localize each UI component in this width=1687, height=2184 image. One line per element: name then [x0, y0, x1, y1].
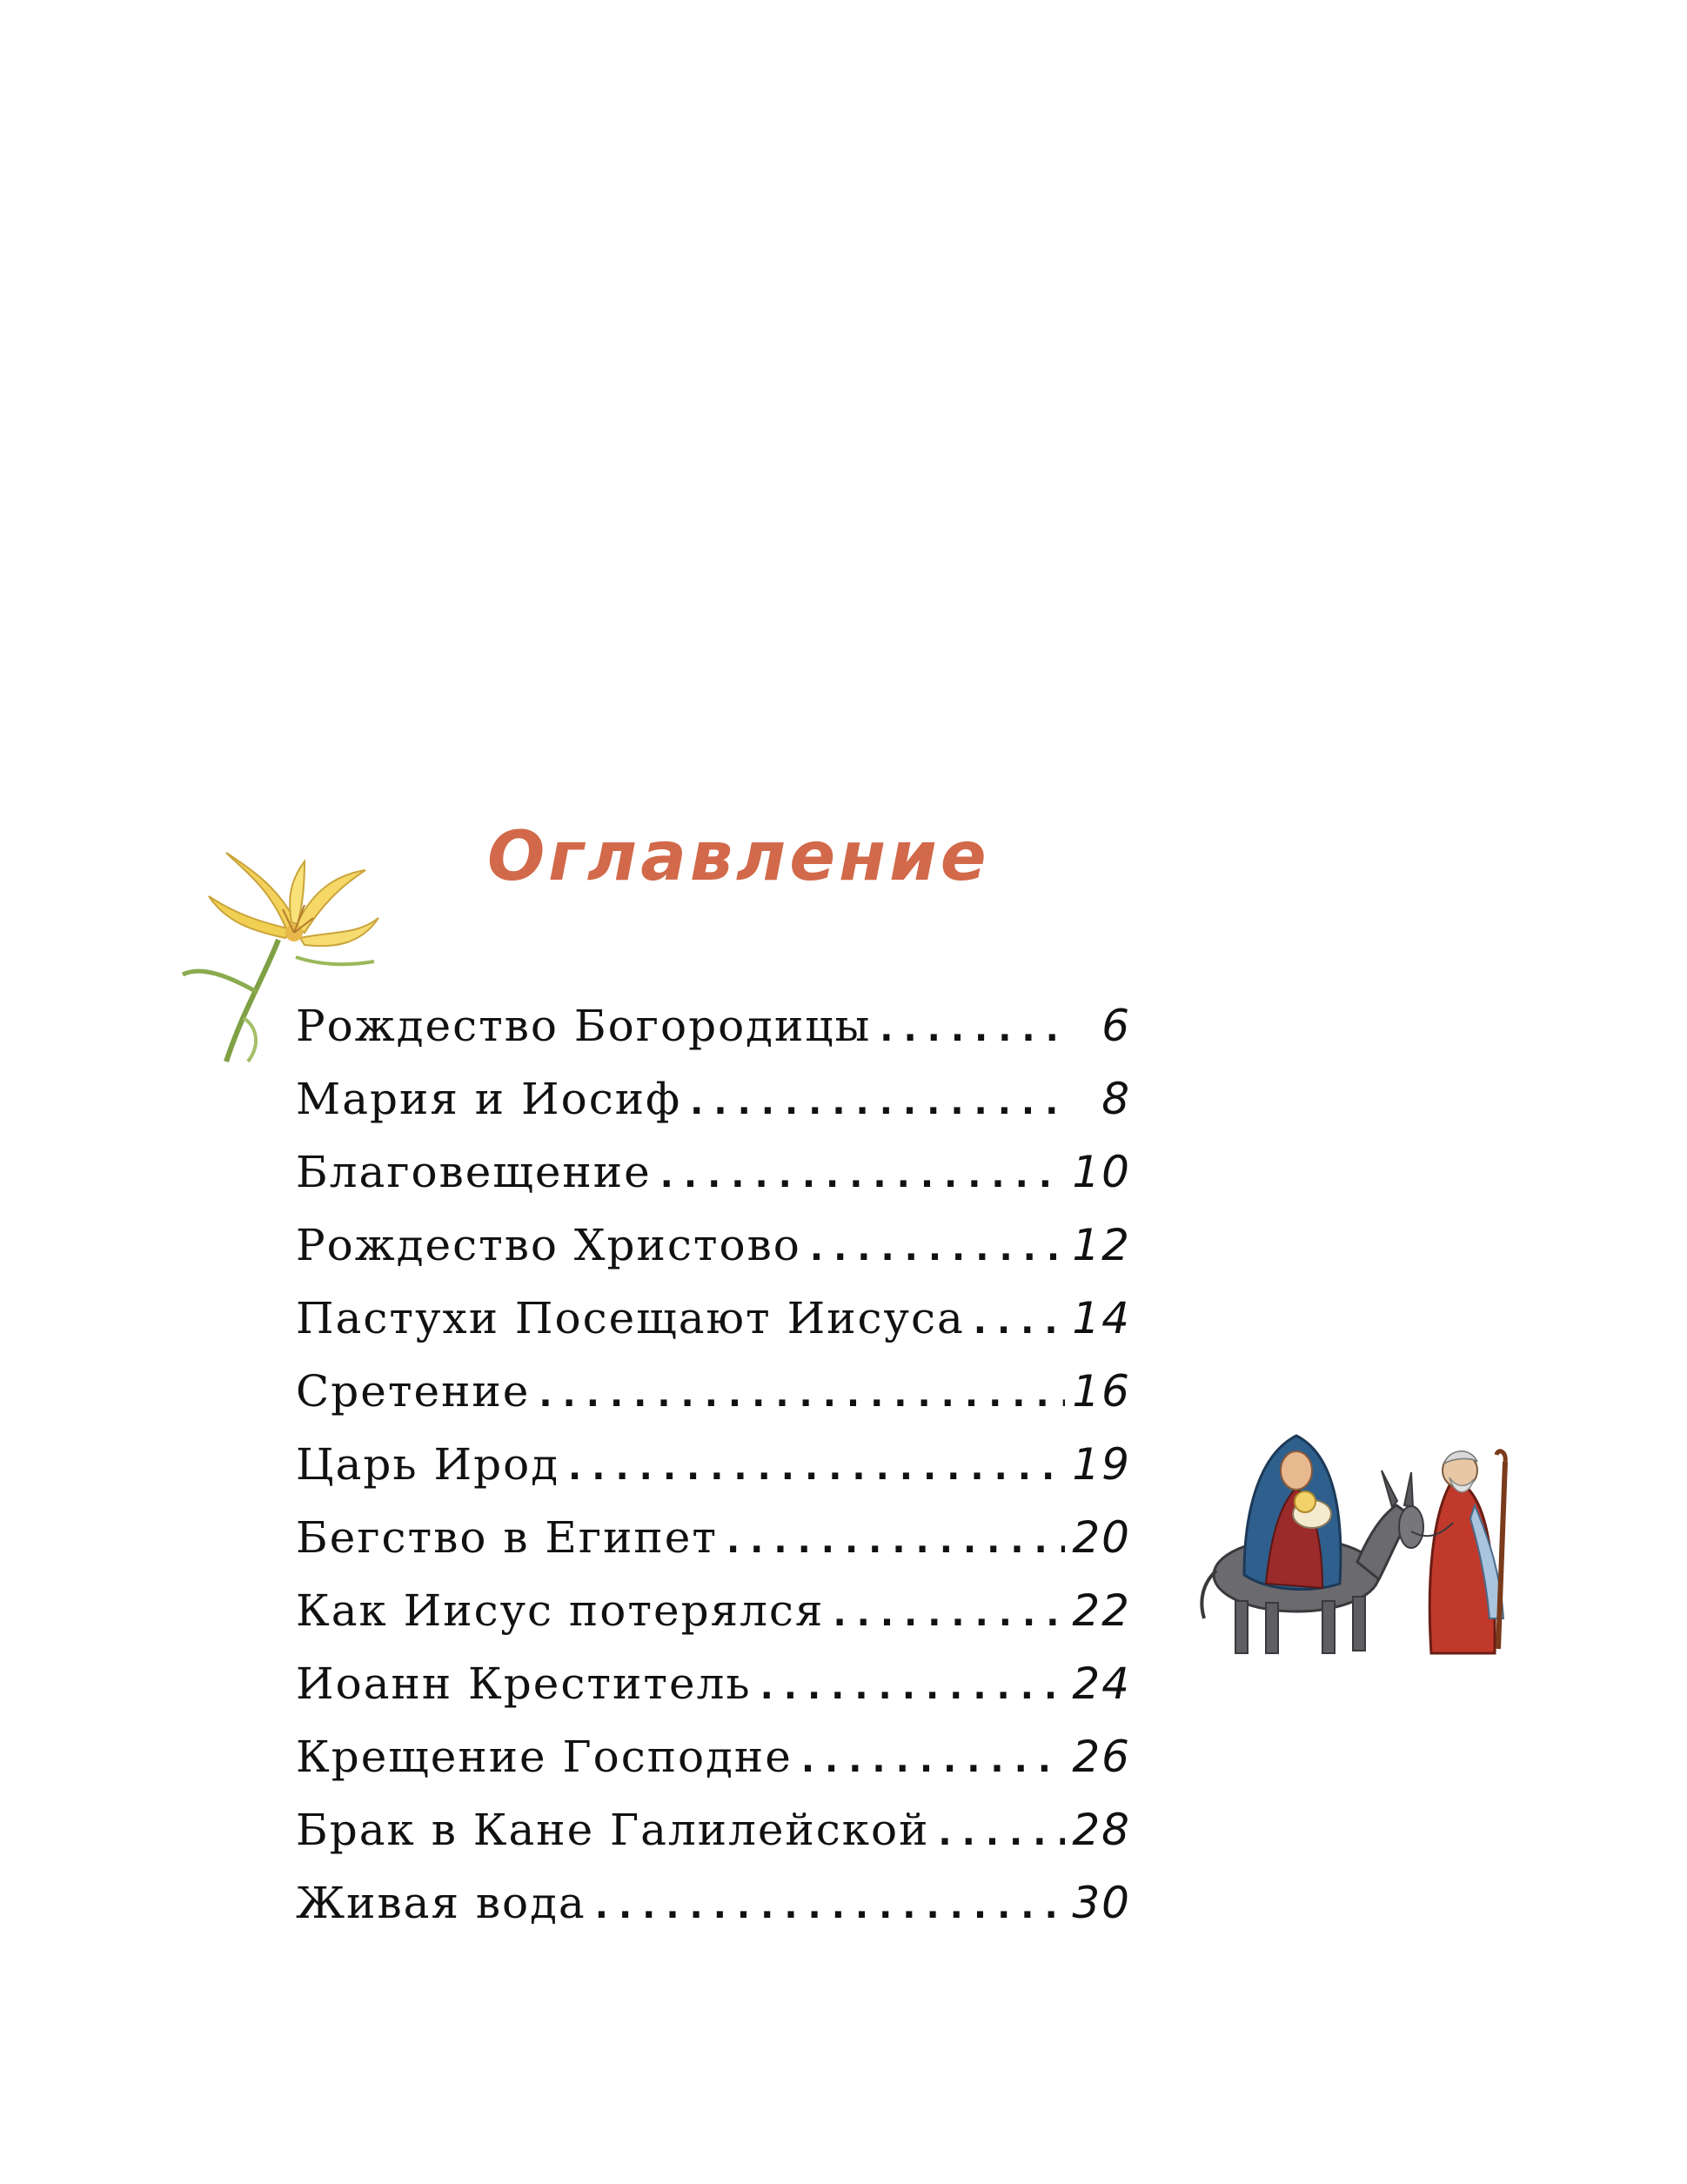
toc-entry-page: 12	[1072, 1220, 1131, 1270]
toc-entry-page: 28	[1072, 1805, 1131, 1855]
toc-entry[interactable]	[296, 1366, 1131, 1439]
toc-entry-label: Рождество Христово	[296, 1220, 801, 1270]
toc-entry-page: 16	[1072, 1366, 1131, 1417]
toc-entry-page: 24	[1072, 1658, 1131, 1709]
toc-leader-dots	[539, 1375, 1065, 1415]
toc-entry[interactable]	[296, 1512, 1131, 1585]
page-title: Оглавление	[487, 818, 990, 896]
toc-entry-page: 26	[1072, 1732, 1131, 1782]
toc-entry[interactable]	[296, 1147, 1131, 1220]
toc-leader-dots	[726, 1521, 1065, 1561]
toc-leader-dots	[833, 1594, 1065, 1634]
toc-entry-label: Крещение Господне	[296, 1732, 793, 1782]
toc-leader-dots	[568, 1448, 1065, 1488]
toc-entry-page: 6	[1101, 1001, 1131, 1051]
toc-entry-label: Иоанн Креститель	[296, 1658, 752, 1709]
toc-leader-dots	[760, 1667, 1065, 1707]
toc-entry-label: Благовещение	[296, 1147, 652, 1197]
toc-leader-dots	[880, 1009, 1065, 1049]
toc-leader-dots	[595, 1886, 1065, 1926]
toc-leader-dots	[938, 1813, 1065, 1853]
toc-entry[interactable]	[296, 1293, 1131, 1366]
toc-entry-label: Царь Ирод	[296, 1439, 560, 1490]
toc-leader-dots	[690, 1082, 1065, 1122]
toc-entry-page: 10	[1072, 1147, 1131, 1197]
toc-entry-label: Пастухи Посещают Иисуса	[296, 1293, 965, 1343]
toc-entry[interactable]	[296, 1585, 1131, 1658]
toc-leader-dots	[660, 1156, 1065, 1196]
toc-entry[interactable]	[296, 1805, 1131, 1878]
toc-entry-page: 14	[1072, 1293, 1131, 1343]
toc-entry[interactable]	[296, 1220, 1131, 1293]
toc-entry[interactable]	[296, 1439, 1131, 1512]
toc-entry-page: 19	[1072, 1439, 1131, 1490]
toc-leader-dots	[810, 1229, 1065, 1269]
toc-entry-page: 30	[1072, 1878, 1131, 1928]
toc-entry-label: Как Иисус потерялся	[296, 1585, 825, 1636]
toc-leader-dots	[974, 1302, 1065, 1342]
toc-entry-label: Брак в Кане Галилейской	[296, 1805, 930, 1855]
table-of-contents	[296, 1001, 1131, 1951]
toc-entry-label: Бегство в Египет	[296, 1512, 718, 1563]
toc-entry[interactable]	[296, 1074, 1131, 1147]
toc-entry[interactable]	[296, 1001, 1131, 1074]
holy-family-flight-illustration	[1183, 1410, 1514, 1662]
toc-entry-label: Сретение	[296, 1366, 531, 1417]
toc-entry-page: 8	[1101, 1074, 1131, 1124]
toc-entry[interactable]	[296, 1732, 1131, 1805]
toc-entry-page: 20	[1072, 1512, 1131, 1563]
toc-entry[interactable]	[296, 1658, 1131, 1732]
toc-entry-label: Рождество Богородицы	[296, 1001, 872, 1051]
toc-leader-dots	[801, 1740, 1065, 1780]
toc-entry-page: 22	[1072, 1585, 1131, 1636]
toc-entry-label: Живая вода	[296, 1878, 586, 1928]
toc-entry-label: Мария и Иосиф	[296, 1074, 682, 1124]
toc-entry[interactable]	[296, 1878, 1131, 1951]
